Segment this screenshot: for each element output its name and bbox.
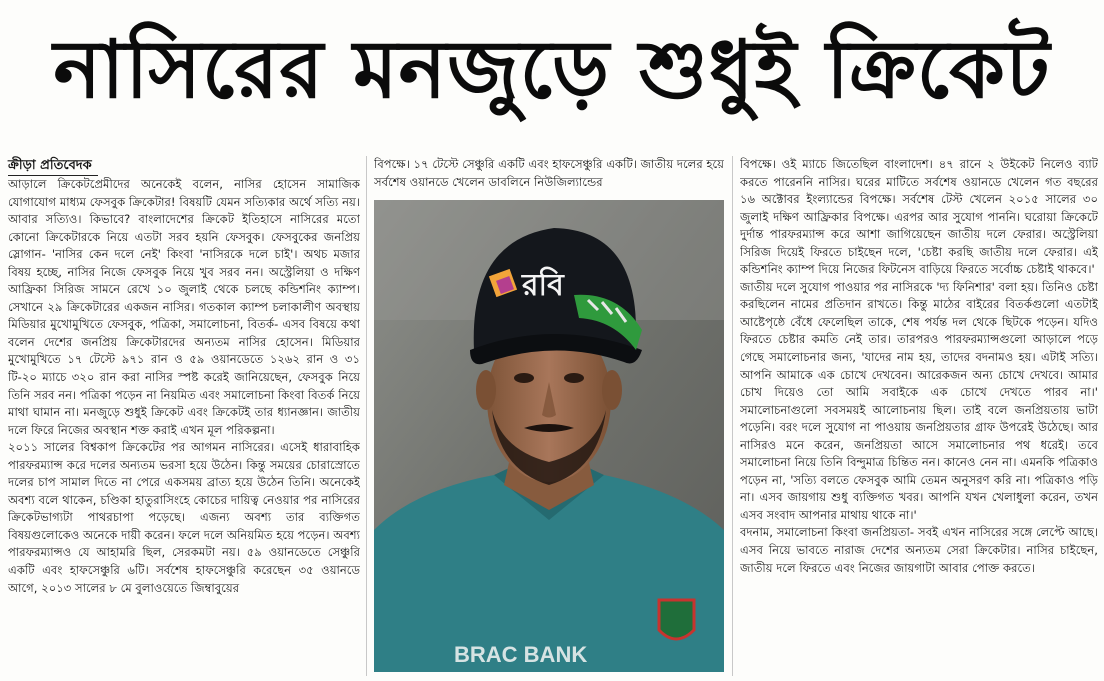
column-left — [8, 176, 360, 681]
column-right — [740, 156, 1098, 681]
shirt-sponsor-text: BRAC BANK — [454, 642, 588, 667]
column-middle — [374, 156, 724, 196]
paragraph: ২০১১ সালের বিশ্বকাপ ক্রিকেটের পর আগমন নাসিরের। এসেই ধারাবাহিক পারফরম্যান্স করে দলের অন্যতম ভরসা হয়ে উঠেন। কিন্তু সময়ের চোরাস্রোতে দলের চাপ সামাল দিতে না পেরে একসময় ব্রাত্য হয়ে উঠেন তিনি। অনেকেই অবশ্য বলে থাকেন, চণ্ডিকা হাতুরাসিংহে কোচের দায়িত্ব নেওয়ার পর নাসিরের ক্রিকেটভাগ্যটা পাথরচাপা পড়েছে। এজন্য অবশ্য তার ব্যক্তিগত বিষয়গুলোকেও অনেকে দায়ী করেন। ফলে দলে অনিয়মিত হয়ে পড়েন। অবশ্য পারফরম্যান্সও যে আহামরি ছিল, সেরকমটা নয়। ৫৯ ওয়ানডেতে সেঞ্চুরি একটি এবং হাফসেঞ্চুরি ৬টি। সর্বশেষ হাফসেঞ্চুরি করেছেন ৩৫ ওয়ানডে আগে, ২০১৩ সালের ৮ মে বুলাওয়েতে জিম্বাবুয়ের — [8, 440, 360, 595]
column-rule — [732, 156, 733, 676]
byline: ক্রীড়া প্রতিবেদক — [8, 158, 92, 173]
column-rule — [366, 156, 367, 676]
paragraph: জাতীয় দলে সুযোগ পাওয়ার পর নাসিরকে 'দ্য ফিনিশার' বলা হয়। তিনিও চেষ্টা করছিলেন নামের প্রতিদান রাখতে। কিন্তু মাঠের বাইরের বিতর্কগুলো এতটাই আষ্টেপৃষ্ঠে বেঁধে ফেলেছিল তাকে, শেষ পর্যন্ত দল থেকে ছিটকে পড়েন। যদিও ফিরতে চেষ্টার কমতি নেই তার। তারপরও পারফরম্যান্সগুলো আড়ালে পড়ে গেছে সমালোচনার জন্য, 'যাদের নাম হয়, তাদের বদনামও হয়। এটাই সত্যি। আপনি আমাকে এক চোখে দেখবেন। আরেকজন অন্য চোখে দেখবে। আমার চোখ দিয়েও তো আমি সবাইকে এক চোখে দেখতে পারব না।' সমালোচনাগুলো সবসময়ই আলোচনায় ছিল। তাই বলে জনপ্রিয়তায় ভাটা পড়েনি। বরং দলে সুযোগ না পাওয়ায় জনপ্রিয়তার গ্রাফ উপরেই উঠেছে। আর নাসিরও মনে করেন, জনপ্রিয়তা আসে সমালোচনার পথ ধরেই। তবে সমালোচনা নিয়ে তিনি বিন্দুমাত্র চিন্তিত নন। কানেও নেন না। এমনকি পত্রিকাও পড়েন না, 'সত্যি বলতে ফেসবুক আমি তেমন অনুসরণ করি না। পত্রিকাও পড়ি না। এসব জায়গায় শুধু ব্যক্তিগত খবর। আপনি যখন খেলাধুলা করেন, তখন এসব সংবাদ আপনার মাথায় থাকে না।' — [740, 279, 1098, 522]
paragraph: বিপক্ষে। ওই ম্যাচে জিতেছিল বাংলাদেশ। ৪৭ রানে ২ উইকেট নিলেও ব্যাট করতে পারেননি নাসির। ঘরের মাটিতে সর্বশেষ ওয়ানডে খেলেন গত বছরের ১৬ অক্টোবর ইংল্যান্ডের বিপক্ষে। সর্বশেষ টেস্ট খেলেন ২০১৫ সালের ৩০ জুলাই দক্ষিণ আফ্রিকার বিপক্ষে। এরপর আর সুযোগ পাননি। ঘরোয়া ক্রিকেটে দুর্দান্ত পারফরম্যান্স করে আশা জাগিয়েছেন জাতীয় দলে ফেরার। অস্ট্রেলিয়া সিরিজ দিয়েই ফিরতে চাইছেন দলে, 'চেষ্টা করছি জাতীয় দলে ফেরার। এই কন্ডিশনিং ক্যাম্প দিয়ে নিজের ফিটনেস বাড়িয়ে ফিরতে সর্বোচ্চ চেষ্টাই থাকবে।' — [740, 157, 1098, 277]
paragraph: আড়ালে ক্রিকেটপ্রেমীদের অনেকেই বলেন, নাসির হোসেন সামাজিক যোগাযোগ মাধ্যম ফেসবুক ক্রিকেটার! বিষয়টি যেমন সত্যিকার অর্থে সত্যি নয়। আবার সত্যিও। কিভাবে? বাংলাদেশের ক্রিকেট ইতিহাসে নাসিরের মতো কোনো ক্রিকেটারকে নিয়ে এতটা সরব হয়নি ফেসবুক। ফেসবুকের জনপ্রিয় স্লোগান- 'নাসির কেন দলে নেই' কিংবা 'নাসিরকে দলে চাই'। অথচ মজার বিষয় হচ্ছে, নাসির নিজে ফেসবুক নিয়ে খুব সরব নন। অস্ট্রেলিয়া ও দক্ষিণ আফ্রিকা সিরিজ সামনে রেখে ১০ জুলাই থেকে চলছে কন্ডিশনিং ক্যাম্প। সেখানে ২৯ ক্রিকেটারের একজন নাসির। গতকাল ক্যাম্প চলাকালীণ অবস্থায় মিডিয়ার মুখোমুখিতে ফেসবুক, পত্রিকা, সমালোচনা, বিতর্ক- এসব বিষয়ে কথা বলেন দেশের জনপ্রিয় ক্রিকেটারদের অন্যতম নাসির হোসেন। মিডিয়ার মুখোমুখিতে ১৭ টেস্টে ৯৭১ রান ও ৫৯ ওয়ানডেতে ১২৬২ রান ও ৩১ টি-২০ ম্যাচে ৩২০ রান করা নাসির স্পষ্ট করেই জানিয়েছেন, ফেসবুক নিয়ে তিনি সরব নন। পত্রিকা পড়েন না নিয়মিত এবং সমালোচনা কিংবা বিতর্ক নিয়ে মাথা ঘামান না। মনজুড়ে শুধুই ক্রিকেট এবং ক্রিকেটই তার ধ্যানজ্ঞান। জাতীয় দলে ফিরে নিজের অবস্থান শক্ত করাই এখন মূল পরিকল্পনা। — [8, 177, 360, 437]
player-photo — [374, 200, 724, 672]
cap-logo-text: রবি — [522, 268, 564, 303]
team-badge-icon — [659, 600, 694, 639]
paragraph: বিপক্ষে। ১৭ টেস্টে সেঞ্চুরি একটি এবং হাফসেঞ্চুরি একটি। জাতীয় দলের হয়ে সর্বশেষ ওয়ানডে খেলেন ডাবলিনে নিউজিল্যান্ডের — [374, 157, 724, 189]
paragraph: বদনাম, সমালোচনা কিংবা জনপ্রিয়তা- সবই এখন নাসিরের সঙ্গে লেপ্টে আছে। এসব নিয়ে ভাবতে নারাজ দেশের অন্যতম সেরা ক্রিকেটার। নাসির চাইছেন, জাতীয় দলে ফিরতে এবং নিজের জায়গাটা আবার পোক্ত করতে। — [740, 525, 1098, 575]
headline: নাসিরের মনজুড়ে শুধুই ক্রিকেট — [53, 23, 1051, 116]
